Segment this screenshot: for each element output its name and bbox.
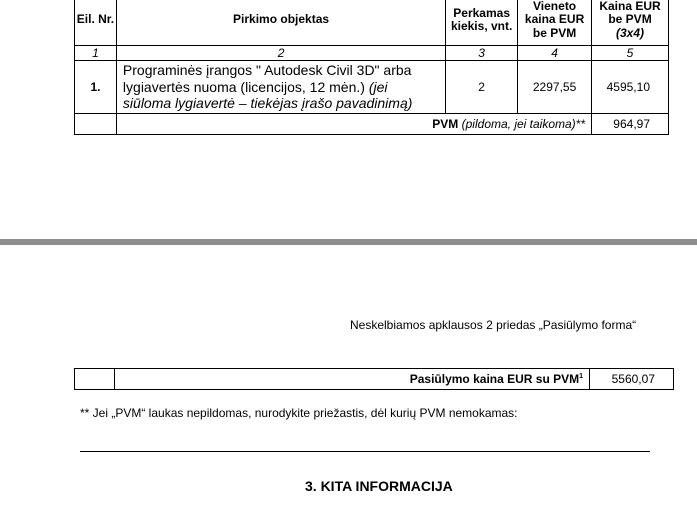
row-unit-price: 2297,55: [518, 61, 592, 114]
annex-title: Neskelbiamos apklausos 2 priedas „Pasiūlymo forma“: [350, 318, 637, 332]
row-number: 1.: [75, 61, 117, 114]
header-row: [75, 0, 669, 46]
row-object: [116, 61, 445, 114]
header-no: Eil. Nr.: [75, 0, 117, 46]
column-number: 3: [446, 46, 518, 61]
vat-label: [116, 114, 591, 135]
header-object: Pirkimo objektas: [116, 0, 445, 46]
vat-label-italic: (pildoma, jei taikoma)**: [461, 117, 586, 131]
row-object-text: Programinės įrangos " Autodesk Civil 3D" arba lygiavertės nuoma (licencijos, 12 mėn.): [122, 62, 412, 95]
table-row: [75, 61, 669, 114]
section-heading: 3. KITA INFORMACIJA: [305, 478, 453, 494]
header-price-label: Kaina EUR be PVM: [599, 0, 661, 27]
row-object-note: (jei siūloma lygiavertė – tiekėjas įrašo pavadinimą): [122, 78, 413, 112]
answer-line: [80, 451, 650, 452]
header-unit-price: Vieneto kaina EUR be PVM: [518, 0, 592, 46]
row-price: 4595,10: [592, 61, 669, 114]
header-price: [592, 0, 669, 46]
total-row: [75, 369, 674, 390]
column-number: 2: [116, 46, 445, 61]
total-table: [74, 368, 674, 390]
total-label: [114, 369, 589, 390]
vat-row: [75, 114, 669, 135]
column-number: 4: [518, 46, 592, 61]
column-number-row: [75, 46, 669, 61]
header-price-formula: (3x4): [616, 25, 645, 40]
total-empty-cell: [75, 369, 115, 390]
total-value: 5560,07: [590, 369, 674, 390]
column-number: 1: [75, 46, 117, 61]
vat-label-bold: PVM: [432, 117, 459, 131]
total-label-text: Pasiūlymo kaina EUR su PVM: [409, 372, 580, 386]
header-quantity: Perkamas kiekis, vnt.: [446, 0, 518, 46]
column-number: 5: [592, 46, 669, 61]
footnote-mark: 1: [579, 373, 584, 380]
vat-note: ** Jei „PVM“ laukas nepildomas, nurodykite priežastis, dėl kurių PVM nemokamas:: [80, 406, 518, 420]
row-quantity: 2: [446, 61, 518, 114]
page-separator: [0, 239, 697, 245]
purchase-table: [74, 0, 669, 135]
vat-empty-cell: [75, 114, 117, 135]
vat-value: 964,97: [592, 114, 669, 135]
